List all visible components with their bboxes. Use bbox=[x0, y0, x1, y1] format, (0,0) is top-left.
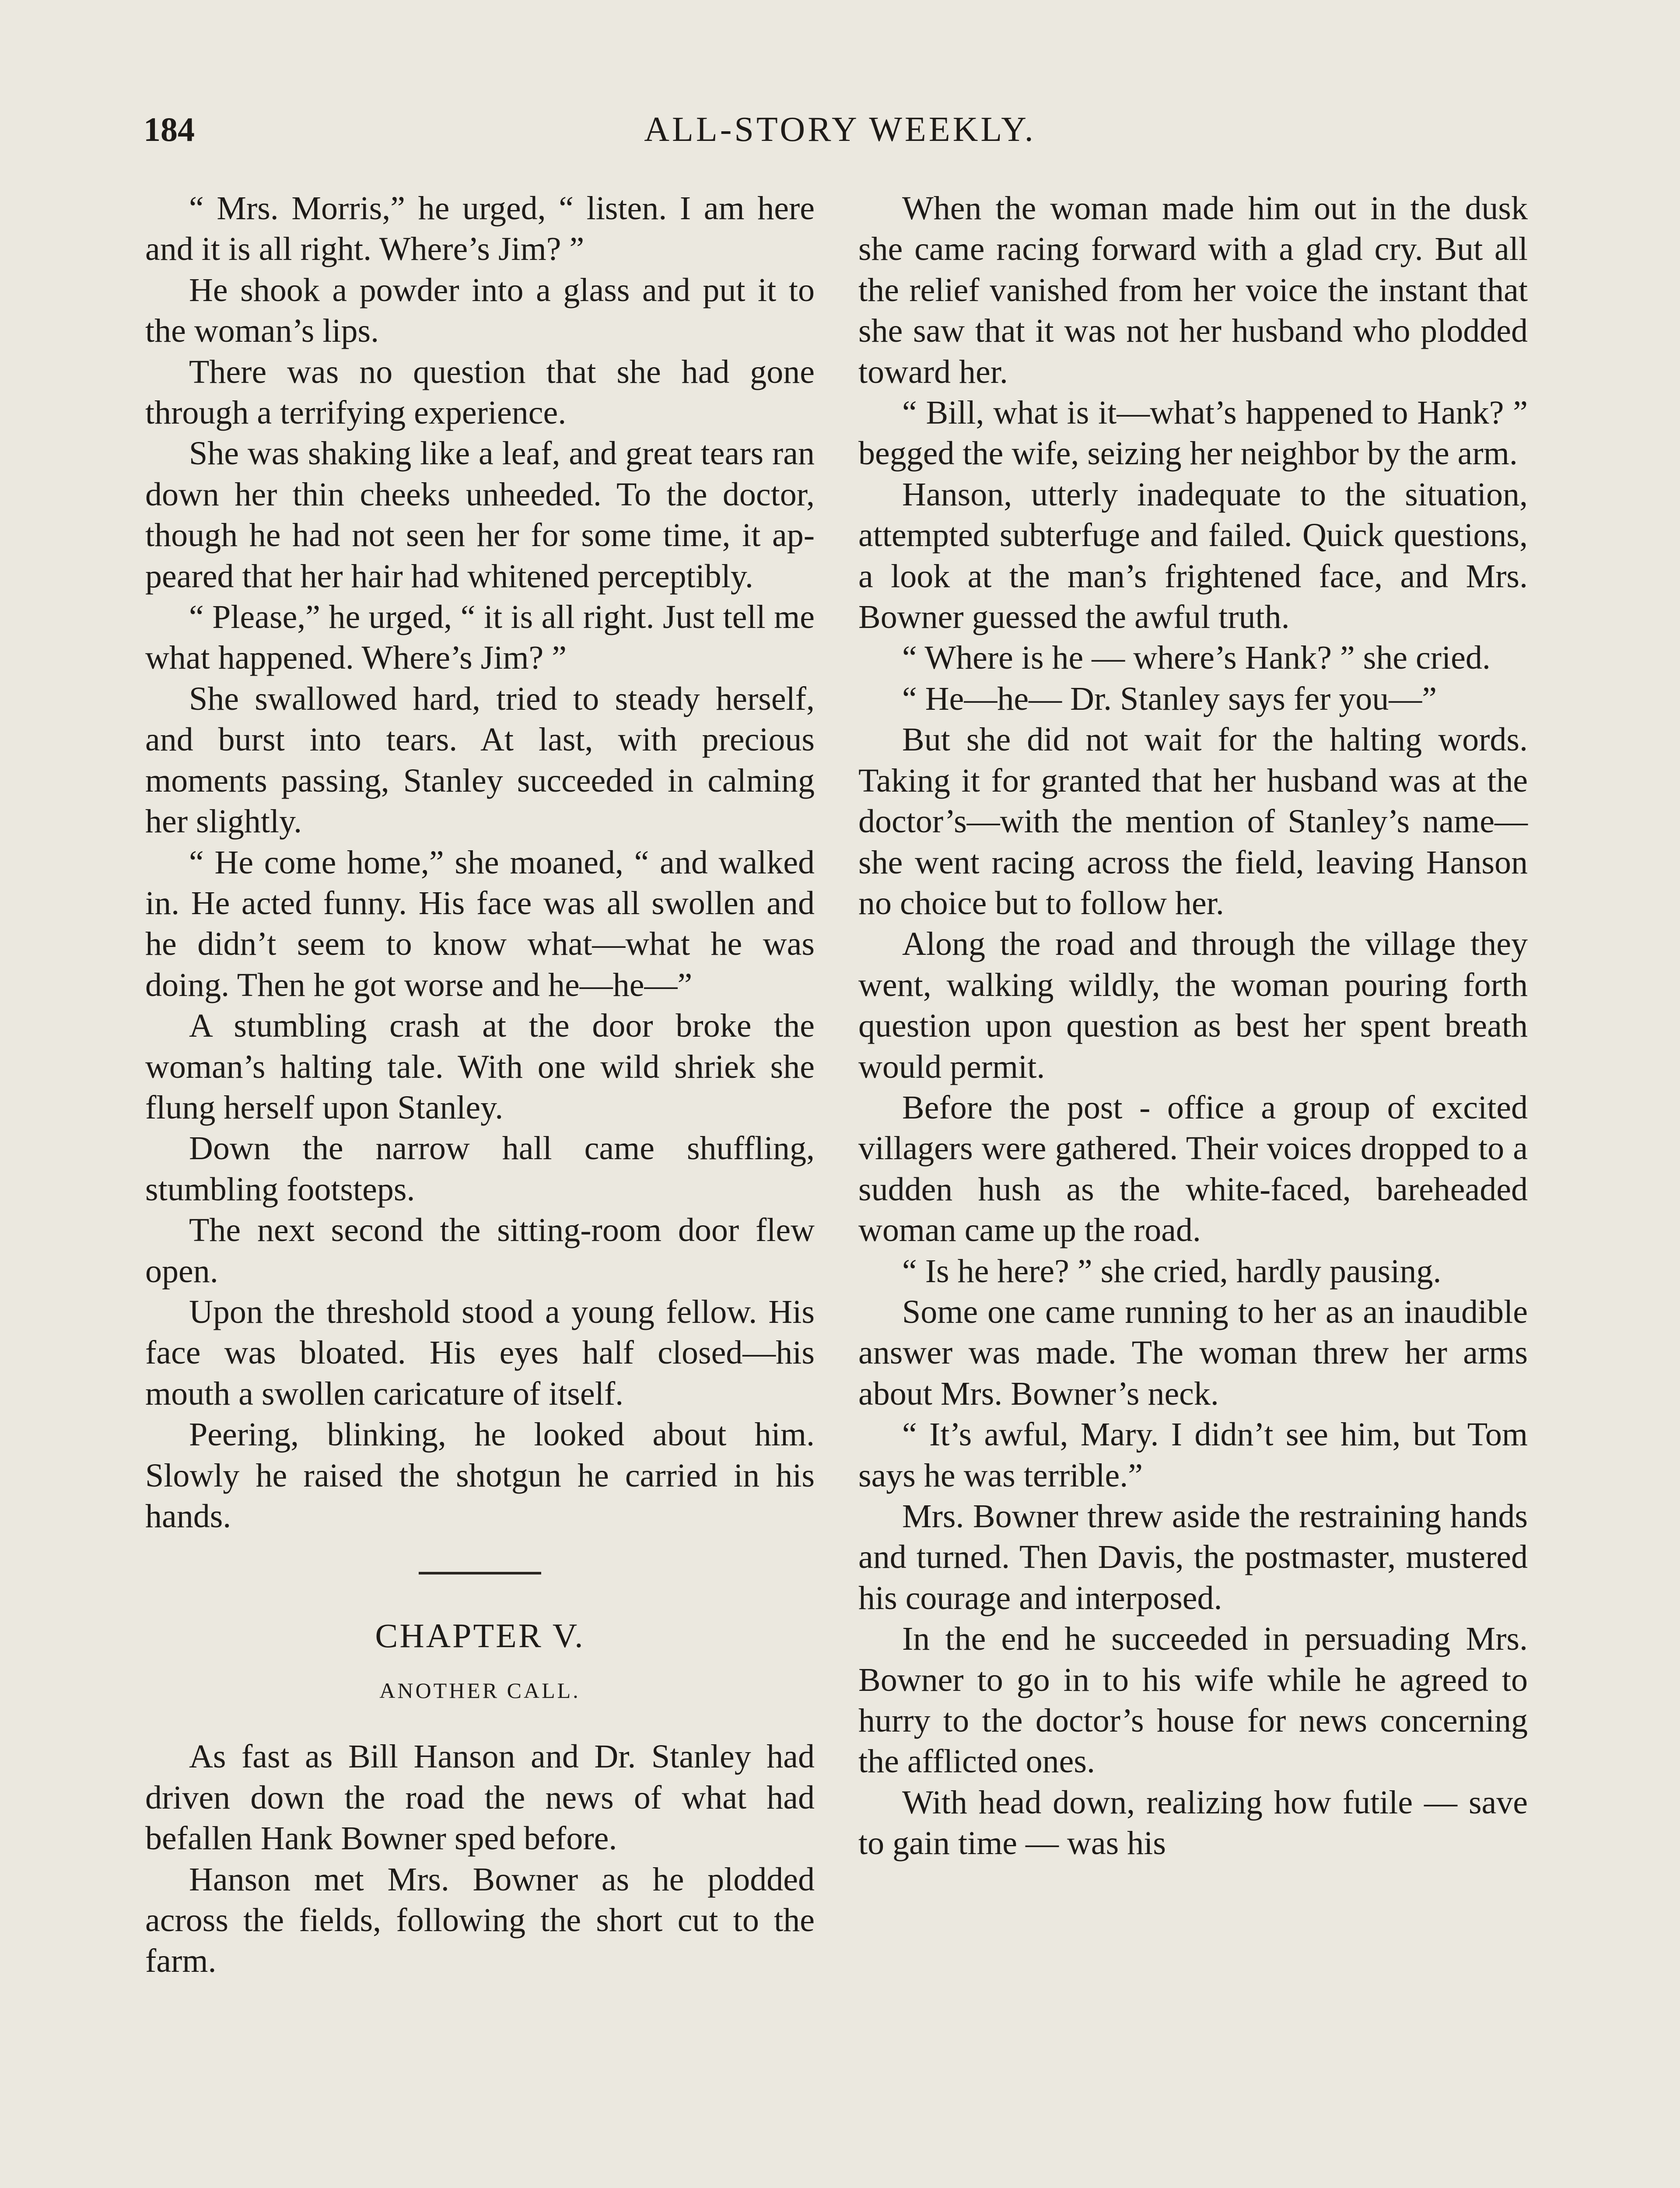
paragraph: “ Is he here? ” she cried, hardly pausing. bbox=[902, 1252, 1442, 1290]
paragraph: Peering, blinking, he looked about him. Slowly he raised the shotgun he carried in his hands. bbox=[145, 1416, 815, 1535]
chapter-title: CHAPTER V. bbox=[375, 1616, 585, 1655]
paragraph: Hanson met Mrs. Bowner as he plodded across the fields, following the short cut to the farm. bbox=[145, 1861, 815, 1980]
paragraph: When the woman made him out in the dusk she came racing forward with a glad cry. But all the relief vanished from her voice the instant that she saw that it was not her husband who plodded toward her. bbox=[858, 190, 1528, 390]
paragraph: She swallowed hard, tried to steady herself, and burst into tears. At last, with precious moments passing, Stanley succeeded in calming her slightly. bbox=[145, 680, 815, 840]
paragraph: Hanson, utterly inadequate to the situation, attempted subterfuge and failed. Quick questions, a look at the man’s frightened face, and Mrs. Bowner guessed the awful truth. bbox=[858, 476, 1528, 636]
paragraph: Down the narrow hall came shuffling, stumbling footsteps. bbox=[145, 1130, 815, 1208]
paragraph: There was no question that she had gone through a terrifying experience. bbox=[145, 353, 815, 431]
paragraph: “ He—he— Dr. Stanley says fer you—” bbox=[902, 680, 1437, 717]
paragraph: “ Bill, what is it—what’s happened to Hank? ” begged the wife, seizing her neighbor by the arm. bbox=[858, 394, 1528, 472]
paragraph: A stumbling crash at the door broke the woman’s halting tale. With one wild shriek she flung herself upon Stanley. bbox=[145, 1007, 815, 1126]
paragraph: Along the road and through the village they went, walking wildly, the woman pouring forth question upon question as best her spent breath would permit. bbox=[858, 926, 1528, 1085]
running-head: ALL-STORY WEEKLY. bbox=[644, 110, 1036, 149]
paragraph: In the end he succeeded in persuading Mrs. Bowner to go in to his wife while he agreed to hurry to the doctor’s house for news concerning the afflicted ones. bbox=[858, 1620, 1528, 1780]
paragraph: Before the post - office a group of excited villagers were gathered. Their voices dropped to a sudden hush as the white-faced, bareheaded woman came up the road. bbox=[858, 1089, 1528, 1249]
paragraph: Mrs. Bowner threw aside the restraining hands and turned. Then Davis, the postmaster, mustered his courage and interposed. bbox=[858, 1498, 1528, 1616]
paragraph: “ It’s awful, Mary. I didn’t see him, but Tom says he was terrible.” bbox=[858, 1416, 1528, 1494]
paragraph: With head down, realizing how futile — save to gain time — was his bbox=[858, 1784, 1528, 1862]
paragraph: Some one came running to her as an inaudible answer was made. The woman threw her arms about Mrs. Bowner’s neck. bbox=[858, 1293, 1528, 1412]
paragraph: He shook a powder into a glass and put it to the woman’s lips. bbox=[145, 271, 815, 350]
paragraph: But she did not wait for the halting words. Taking it for granted that her husband was at the doctor’s—with the mention of Stanley’s name—she went racing across the field, leaving Hanson no choice but to follow her. bbox=[858, 721, 1528, 922]
paragraph: “ Where is he — where’s Hank? ” she cried. bbox=[902, 639, 1491, 677]
page-number: 184 bbox=[144, 110, 195, 148]
paragraph: The next second the sitting-room door flew open. bbox=[145, 1212, 815, 1290]
paragraph: “ Mrs. Morris,” he urged, “ listen. I am here and it is all right. Where’s Jim? ” bbox=[145, 190, 815, 268]
section-divider bbox=[419, 1572, 541, 1574]
paragraph: “ Please,” he urged, “ it is all right. Just tell me what happened. Where’s Jim? ” bbox=[145, 599, 815, 677]
paragraph: “ He come home,” she moaned, “ and walked in. He acted funny. His face was all swollen and he didn’t seem to know what—what he was doing. Then he got worse and he—he—” bbox=[145, 844, 815, 1003]
paragraph: As fast as Bill Hanson and Dr. Stanley had driven down the road the news of what had befallen Hank Bowner sped before. bbox=[145, 1738, 815, 1857]
right-column bbox=[858, 188, 1528, 1864]
paragraph: She was shaking like a leaf, and great tears ran down her thin cheeks unheeded. To the doctor, though he had not seen her for some time, it appeared that her hair had whitened perceptibly. bbox=[145, 435, 815, 595]
paragraph: Upon the threshold stood a young fellow. His face was bloated. His eyes half closed—his mouth a swollen caricature of itself. bbox=[145, 1293, 815, 1412]
chapter-subtitle: ANOTHER CALL. bbox=[379, 1678, 581, 1703]
left-column bbox=[145, 188, 815, 1982]
